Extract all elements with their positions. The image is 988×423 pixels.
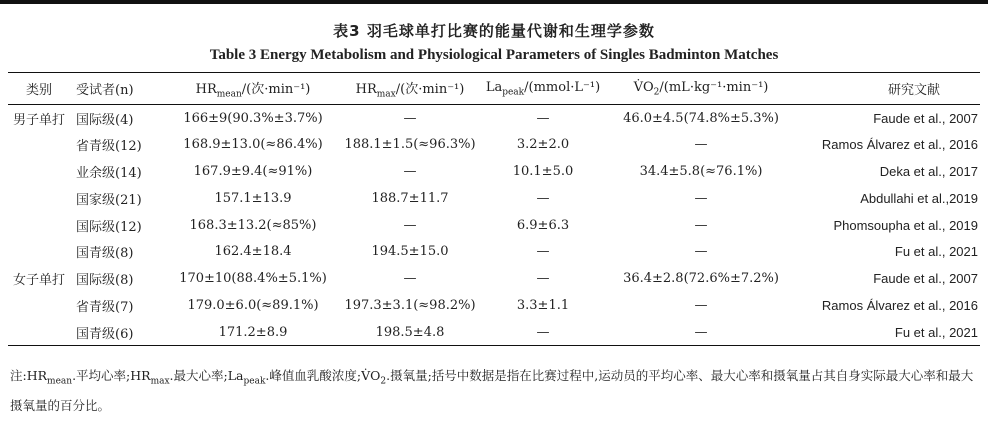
cell-la-peak: 6.9±6.3: [516, 217, 570, 233]
cell-reference: Faude et al., 2007: [873, 110, 978, 126]
cell-la-peak: 10.1±5.0: [512, 163, 574, 179]
table-row: [8, 158, 980, 185]
cell-hr-mean: 167.9±9.4(≈91%): [193, 163, 313, 179]
cell-hr-max: 197.3±3.1(≈98.2%): [344, 297, 476, 313]
cell-category: [8, 238, 70, 265]
data-table: [8, 72, 980, 346]
cell-subject: 国青级(6): [70, 319, 167, 346]
cell-reference: Ramos Álvarez et al., 2016: [821, 137, 978, 153]
cell-hr-max: 194.5±15.0: [371, 244, 449, 260]
cell-subject: 国际级(12): [76, 219, 142, 235]
cell-hr-max: —: [403, 217, 417, 233]
cell-hr-mean: 168.3±13.2(≈85%): [189, 217, 317, 233]
cell-category: [8, 292, 70, 319]
cell-hr-max: —: [403, 271, 417, 287]
cell-reference: Fu et al., 2021: [894, 244, 978, 260]
cell-subject: 国青级(8): [76, 246, 134, 262]
cell-vo2: 46.0±4.5(74.8%±5.3%): [623, 110, 779, 126]
table-row: [8, 212, 980, 239]
cell-hr-mean: 170±10(88.4%±5.1%): [179, 271, 327, 287]
cell-la-peak: 3.2±2.0: [516, 137, 570, 153]
table-row: [8, 265, 980, 292]
table-row: [8, 185, 980, 212]
cell-reference: Phomsoupha et al., 2019: [833, 217, 978, 233]
cell-hr-max: 198.5±4.8: [339, 319, 481, 346]
table-row: [8, 319, 980, 346]
cell-la-peak: —: [481, 319, 605, 346]
cell-hr-max: 188.1±1.5(≈96.3%): [344, 137, 476, 153]
cell-reference: Fu et al., 2021: [797, 319, 980, 346]
header-vo2: $V̇O_2/(mL\cdot kg^{-1}\cdot\min^{-1})$: [605, 73, 797, 105]
cell-reference: Ramos Álvarez et al., 2016: [821, 297, 978, 313]
header-reference: 研究文献: [797, 73, 980, 105]
cell-la-peak: 3.3±1.1: [516, 297, 570, 313]
header-subject: 受试者(n): [70, 73, 167, 105]
table-row: [8, 105, 980, 132]
cell-vo2: —: [694, 244, 708, 260]
header-hr-max: $HR_{max}/$(次·min⁻¹): [339, 73, 481, 105]
cell-hr-mean: 162.4±18.4: [214, 244, 292, 260]
cell-hr-mean: 166±9(90.3%±3.7%): [183, 110, 323, 126]
cell-la-peak: —: [536, 244, 550, 260]
cell-category: [8, 131, 70, 158]
cell-category: [8, 185, 70, 212]
cell-subject: 省青级(7): [76, 299, 134, 315]
cell-category: [8, 158, 70, 185]
cell-vo2: —: [694, 190, 708, 206]
cell-reference: Deka et al., 2017: [879, 163, 978, 179]
cell-subject: 业余级(14): [76, 165, 142, 181]
cell-category: 男子单打: [12, 112, 65, 128]
cell-subject: 国际级(8): [76, 273, 134, 289]
table-row: [8, 131, 980, 158]
table-row: [8, 238, 980, 265]
table-note: 注$:HR_{mean}$.平均心率$;HR_{max}$.最大心率$;La_{peak}$.峰值血乳酸浓度$;V̇O_2$.摄氧量;括号中数据是指在比赛过程中,运动员的平均心率、最大心率和摄氧量占其自身实际最大心率和最大摄氧量的百分比。: [10, 368, 974, 413]
top-rule: [0, 0, 988, 4]
table-row: [8, 292, 980, 319]
cell-vo2: 34.4±5.8(≈76.1%): [639, 163, 763, 179]
cell-hr-max: 188.7±11.7: [371, 190, 449, 206]
cell-category: [8, 319, 70, 346]
cell-hr-mean: 157.1±13.9: [214, 190, 292, 206]
cell-vo2: —: [605, 319, 797, 346]
cell-hr-max: —: [403, 163, 417, 179]
cell-subject: 省青级(12): [76, 139, 142, 155]
cell-vo2: —: [694, 217, 708, 233]
cell-hr-mean: 171.2±8.9: [167, 319, 339, 346]
cell-vo2: —: [694, 137, 708, 153]
cell-hr-max: —: [403, 110, 417, 126]
cell-la-peak: —: [536, 190, 550, 206]
cell-vo2: —: [694, 297, 708, 313]
header-category: 类别: [8, 73, 70, 105]
cell-hr-mean: 168.9±13.0(≈86.4%): [183, 137, 323, 153]
header-hr-mean: $HR_{mean}/$(次·min⁻¹): [167, 73, 339, 105]
cell-category: 女子单打: [12, 273, 65, 289]
header-row: [8, 73, 980, 105]
cell-subject: 国家级(21): [76, 192, 142, 208]
cell-la-peak: —: [536, 271, 550, 287]
cell-la-peak: —: [536, 110, 550, 126]
table-title-en: Table 3 Energy Metabolism and Physiological Parameters of Singles Badminton Matches: [209, 47, 779, 63]
cell-subject: 国际级(4): [76, 112, 134, 128]
header-la-peak: $La_{peak}/(mmol\cdot L^{-1})$: [481, 73, 605, 105]
table-title-cn: 表3 羽毛球单打比赛的能量代谢和生理学参数: [333, 22, 655, 40]
cell-reference: Faude et al., 2007: [873, 271, 978, 287]
cell-reference: Abdullahi et al.,2019: [860, 190, 978, 206]
cell-vo2: 36.4±2.8(72.6%±7.2%): [623, 271, 779, 287]
cell-category: [8, 212, 70, 239]
cell-hr-mean: 179.0±6.0(≈89.1%): [187, 297, 319, 313]
